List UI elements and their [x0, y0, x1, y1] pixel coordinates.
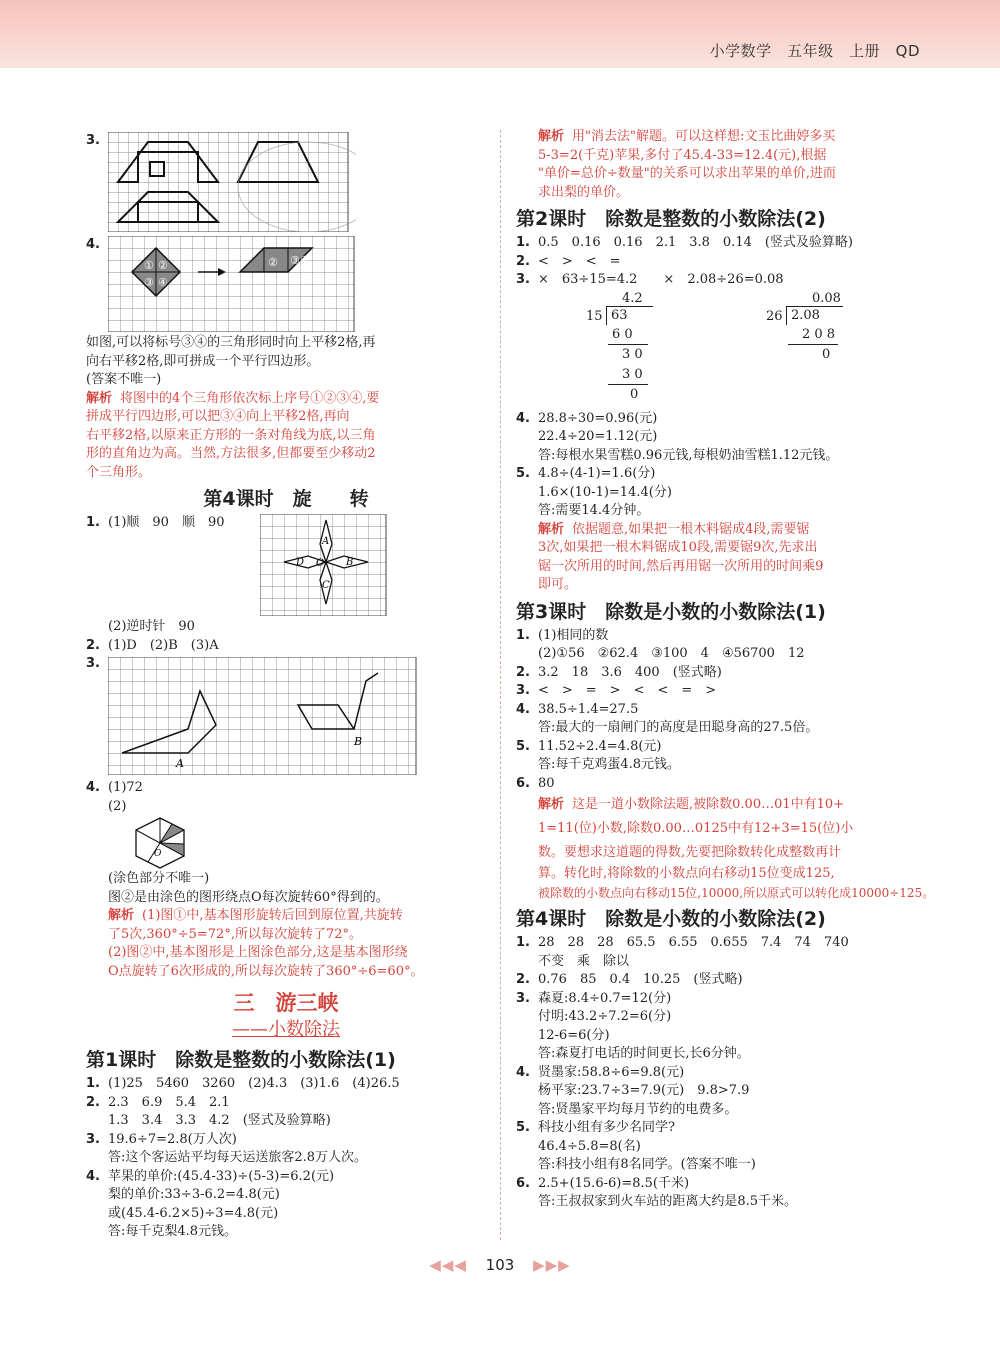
question-number: 3.: [86, 1131, 100, 1147]
question-number: 2.: [86, 637, 100, 653]
answer-text: 杨平家:23.7÷3=7.9(元) 9.8>7.9: [538, 1083, 750, 1098]
answer-text: 22.4÷20=1.12(元): [538, 429, 658, 444]
triangle-label: ③: [144, 276, 154, 289]
rotation-figure: [260, 514, 388, 616]
analysis-tag: 解析: [538, 129, 565, 144]
page-header-title: 小学数学 五年级 上册 QD: [709, 42, 920, 60]
question-number: 4.: [516, 410, 530, 426]
answer-text: 答:这个客运站平均每天运送旅客2.8万人次。: [108, 1150, 368, 1165]
division-step: 3 0: [622, 346, 643, 362]
unit-title: 三 游三峡: [233, 991, 339, 1015]
answer-text: 或(45.4-6.2×5)÷3=4.8(元): [108, 1205, 279, 1221]
question-number: 5.: [516, 1120, 530, 1135]
answer-text: 答:森夏打电话的时间更长,长6分钟。: [538, 1046, 750, 1061]
analysis-line: O点旋转了6次形成的,所以每次旋转了360°÷6=60°。: [108, 963, 424, 979]
analysis-tag: 解析: [108, 908, 135, 923]
question-4: [86, 234, 486, 334]
triangle-label: ④: [158, 276, 168, 289]
analysis-line: 解析 将图中的4个三角形依次标上序号①②③④,要: [86, 390, 380, 406]
triangle-label: ②: [158, 259, 168, 272]
answer-note: (答案不唯一): [86, 372, 162, 387]
lesson-title: 第4课时 旋 转: [203, 488, 369, 510]
analysis-line: 求出梨的单价。: [538, 184, 630, 200]
division-step: 2 0 8: [802, 326, 836, 342]
question-number: 4.: [86, 1168, 100, 1184]
answer-text: 不变 乘 除以: [538, 953, 630, 969]
answer-text: < > < =: [538, 253, 621, 269]
analysis-line: 拼成平行四边形,可以把③④向上平移2格,再向: [86, 409, 350, 424]
answer-text: 答:贤墨家平均每月节约的电费多。: [538, 1101, 738, 1117]
analysis-line: 锯一次所用的时间,然后再用锯一次所用的时间乘9: [538, 558, 824, 574]
page-number-bar: [0, 1256, 1000, 1274]
answer-text: 19.6÷7=2.8(万人次): [108, 1131, 237, 1147]
quotient: 4.2: [622, 290, 643, 306]
question-number: 1.: [86, 515, 100, 530]
answer-text: 2.3 6.9 5.4 2.1: [108, 1094, 230, 1110]
question-number: 1.: [516, 935, 530, 950]
analysis-line: 形的直角边为高。当然,方法很多,但都要至少移动2: [86, 446, 376, 461]
answer-text: 12-6=6(分): [538, 1027, 610, 1043]
point-label: O: [154, 849, 162, 859]
answer-text: (1)25 5460 3260 (2)4.3 (3)1.6 (4)26.5: [108, 1076, 400, 1091]
answer-note: (涂色部分不唯一): [108, 871, 210, 886]
question-number: 3.: [516, 990, 530, 1006]
pinwheel-figure-wrap: [86, 816, 486, 870]
point-label: B: [354, 735, 363, 748]
question-number: 4.: [516, 701, 530, 717]
divisor: 15: [586, 308, 603, 324]
point-label: D: [296, 557, 305, 568]
analysis-line: 解析 依据题意,如果把一根木料锯成4段,需要锯: [538, 521, 810, 537]
answer-text: (2)逆时针 90: [108, 619, 195, 634]
division-step: 0: [822, 346, 831, 362]
question-number: 4.: [86, 237, 100, 252]
question-number: 6.: [516, 775, 530, 791]
answer-text: 3.2 18 3.6 400 (竖式略): [538, 664, 722, 680]
answer-text: (2): [108, 798, 127, 814]
question-3: [86, 128, 486, 234]
answer-text: (1)D (2)B (3)A: [108, 637, 219, 653]
analysis-line: 被除数的小数点向右移动15位,10000,所以原式可以转化成10000÷125。: [538, 885, 935, 900]
answer-text: (2)①56 ②62.4 ③100 4 ④56700 12: [538, 646, 805, 661]
question-number: 1.: [86, 1076, 100, 1091]
answer-text: (1)顺 90 顺 90: [108, 515, 225, 530]
answer-text: 1.6×(10-1)=14.4(分): [538, 484, 672, 500]
answer-text: 图②是由涂色的图形绕点O每次旋转60°得到的。: [108, 889, 389, 905]
question-number: 2.: [516, 972, 530, 987]
unit-subtitle: ——小数除法: [232, 1019, 340, 1040]
answer-text: 科技小组有多少名同学?: [538, 1120, 675, 1135]
triangle-label: ②: [268, 256, 278, 269]
divisor: 26: [766, 308, 783, 324]
answer-text: 答:每根水果雪糕0.96元钱,每根奶油雪糕1.12元钱。: [538, 447, 839, 463]
analysis-line: 解析 用"消去法"解题。可以这样想:文玉比曲婷多买: [538, 129, 836, 144]
column-divider: [500, 130, 501, 1240]
triangle-label: ①: [144, 259, 154, 272]
analysis-line: 解析 这是一道小数除法题,被除数0.00…01中有10+: [538, 797, 845, 812]
answer-text: 28.8÷30=0.96(元): [538, 410, 658, 426]
answer-text: 46.4÷5.8=8(名): [538, 1138, 641, 1154]
lesson-title: 第3课时 除数是小数的小数除法(1): [516, 600, 826, 623]
analysis-tag: 解析: [538, 521, 565, 537]
lesson-title: 第4课时 除数是小数的小数除法(2): [516, 908, 826, 930]
division-step: 3 0: [622, 366, 643, 382]
answer-text: 11.52÷2.4=4.8(元): [538, 738, 662, 754]
question-number: 5.: [516, 738, 530, 754]
next-arrows-icon: ▶▶▶: [533, 1256, 571, 1274]
analysis-line: 个三角形。: [86, 464, 152, 480]
triangle-label: ③: [290, 254, 300, 267]
analysis-line: 1=11(位)小数,除数0.00…0125中有12+3=15(位)小: [538, 821, 854, 836]
analysis-line: 解析 (1)图①中,基本图形旋转后回到原位置,共旋转: [108, 908, 403, 923]
answer-text: 0.5 0.16 0.16 2.1 3.8 0.14 (竖式及验算略): [538, 235, 854, 250]
question-number: 3.: [516, 683, 530, 698]
point-label: A: [176, 757, 184, 770]
analysis-line: 数。要想求这道题的得数,先要把除数转化成整数再计: [538, 845, 842, 860]
point-label: A: [322, 536, 330, 547]
analysis-line: 右平移2格,以原来正方形的一条对角线为底,以三角: [86, 427, 376, 443]
question-number: 4.: [516, 1064, 530, 1080]
answer-text: 4.8÷(4-1)=1.6(分): [538, 466, 656, 481]
division-step: 0: [630, 386, 639, 402]
analysis-tag: 解析: [86, 390, 113, 406]
pinwheel-figure: [130, 816, 190, 870]
question-number: 2.: [516, 253, 530, 269]
answer-text: 1.3 3.4 3.3 4.2 (竖式及验算略): [108, 1113, 331, 1128]
analysis-line: 5-3=2(千克)苹果,多付了45.4-33=12.4(元),根据: [538, 147, 827, 163]
answer-text: 贤墨家:58.8÷6=9.8(元): [538, 1064, 685, 1080]
house-translation-figure: [108, 132, 356, 232]
answer-text: 28 28 28 65.5 6.55 0.655 7.4 74 740: [538, 935, 849, 950]
prev-arrows-icon: ◀◀◀: [429, 1256, 467, 1274]
question-number: 5.: [516, 466, 530, 481]
question-number: 3.: [86, 133, 100, 148]
answer-text: (1)相同的数: [538, 627, 609, 643]
point-label: O: [316, 558, 325, 569]
right-column: [516, 128, 936, 1212]
answer-text: 向右平移2格,即可拼成一个平行四边形。: [86, 353, 320, 369]
answer-text: × 63÷15=4.2 × 2.08÷26=0.08: [538, 272, 784, 287]
analysis-tag: 解析: [538, 797, 565, 812]
rotation-question-1: [86, 514, 486, 618]
answer-text: 0.76 85 0.4 10.25 (竖式略): [538, 972, 743, 987]
question-number: 4.: [86, 780, 100, 795]
question-number: 6.: [516, 1175, 530, 1191]
answer-text: 森夏:8.4÷0.7=12(分): [538, 990, 672, 1006]
rotation-question-3: [86, 655, 486, 779]
answer-text: (1)72: [108, 780, 143, 795]
analysis-line: "单价=总价÷数量"的关系可以求出苹果的单价,进而: [538, 166, 836, 181]
answer-text: 答:需要14.4分钟。: [538, 503, 650, 518]
rotation-grid-figure: [108, 657, 418, 775]
answer-text: 38.5÷1.4=27.5: [538, 701, 639, 717]
lesson-title: 第2课时 除数是整数的小数除法(2): [516, 208, 826, 230]
left-column: [86, 128, 486, 1242]
answer-text: 80: [538, 775, 555, 791]
point-label: C: [322, 580, 330, 591]
lesson-title: 第1课时 除数是整数的小数除法(1): [86, 1049, 396, 1071]
question-number: 3.: [86, 656, 100, 671]
question-number: 1.: [516, 627, 530, 643]
analysis-line: 算。转化时,将除数的小数点向右移动15位变成125,: [538, 866, 835, 881]
point-label: B: [346, 557, 354, 568]
answer-text: 付明:43.2÷7.2=6(分): [538, 1009, 672, 1024]
analysis-line: 即可。: [538, 577, 578, 592]
question-number: 1.: [516, 235, 530, 250]
answer-text: 如图,可以将标号③④的三角形同时向上平移2格,再: [86, 335, 376, 350]
question-number: 2.: [516, 664, 530, 680]
answer-text: 2.5+(15.6-6)=8.5(千米): [538, 1175, 690, 1191]
answer-text: 答:每千克梨4.8元钱。: [108, 1224, 238, 1239]
answer-text: 答:最大的一扇闸门的高度是田聪身高的27.5倍。: [538, 720, 819, 735]
answer-text: < > = > < < = >: [538, 683, 717, 698]
analysis-line: 了5次,360°÷5=72°,所以每次旋转了72°。: [108, 926, 362, 942]
dividend: 63: [606, 306, 653, 325]
quotient: 0.08: [812, 290, 841, 306]
answer-text: 答:王叔叔家到火车站的距离大约是8.5千米。: [538, 1194, 798, 1209]
answer-text: 梨的单价:33÷3-6.2=4.8(元): [108, 1187, 280, 1202]
triangle-translation-figure: [108, 236, 358, 332]
answer-text: 苹果的单价:(45.4-33)÷(5-3)=6.2(元): [108, 1168, 335, 1184]
answer-text: 答:每千克鸡蛋4.8元钱。: [538, 757, 681, 772]
analysis-line: 3次,如果把一根木料锯成10段,需要锯9次,先求出: [538, 540, 818, 555]
question-number: 2.: [86, 1094, 100, 1110]
question-number: 3.: [516, 272, 530, 287]
analysis-line: (2)图②中,基本图形是上图涂色部分,这是基本图形绕: [108, 945, 408, 960]
page-number: 103: [485, 1256, 515, 1274]
dividend: 2.08: [786, 306, 843, 325]
division-step: 6 0: [612, 326, 633, 342]
long-division-area: [516, 290, 936, 410]
answer-text: 答:科技小组有8名同学。(答案不唯一): [538, 1157, 756, 1172]
triangle-label: ④: [300, 254, 310, 267]
